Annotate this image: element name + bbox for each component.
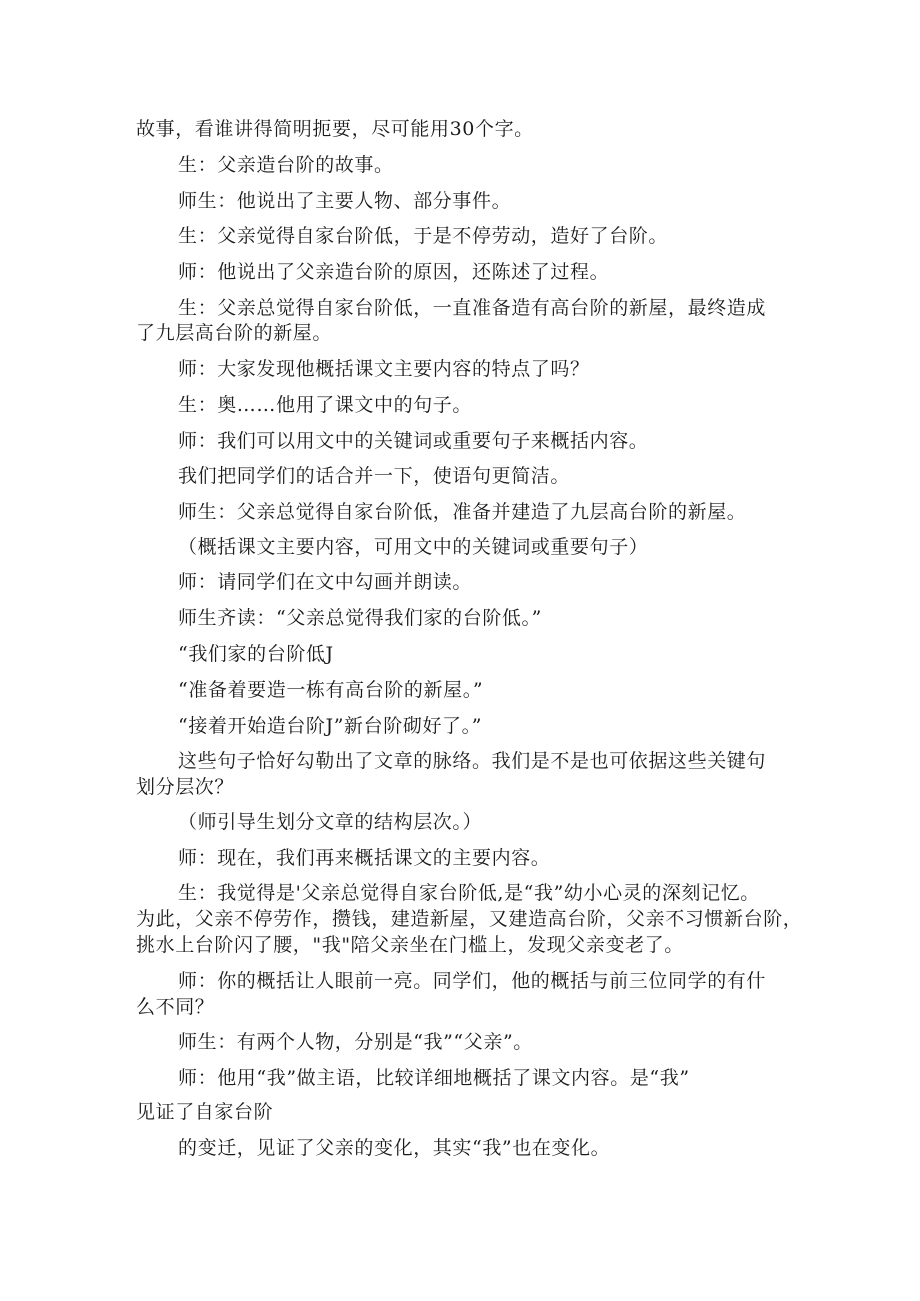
text-line: 见证了自家台阶	[136, 1101, 274, 1123]
text-line: 师：请同学们在文中勾画并朗读。	[178, 571, 473, 593]
text-line: “我们家的台阶低J	[178, 643, 334, 665]
text-line: 师：现在，我们再来概括课文的主要内容。	[178, 847, 551, 869]
text-line: （概括课文主要内容，可用文中的关键词或重要句子）	[178, 536, 649, 558]
text-line: 师：他用“我”做主语，比较详细地概括了课文内容。是“我”	[178, 1067, 690, 1089]
text-line: 我们把同学们的话合并一下，使语句更简洁。	[178, 465, 571, 487]
text-line: 师生：父亲总觉得自家台阶低，准备并建造了九层高台阶的新屋。	[178, 501, 747, 523]
text-line: 师：大家发现他概括课文主要内容的特点了吗？	[178, 358, 590, 380]
text-line: 师：他说出了父亲造台阶的原因，还陈述了过程。	[178, 261, 610, 283]
text-line: “准备着要造一栋有高台阶的新屋。”	[178, 679, 484, 701]
text-line: 的变迁，见证了父亲的变化，其实“我”也在变化。	[178, 1137, 611, 1159]
text-line: 生：我觉得是'父亲总觉得自家台阶低,是“我”幼小心灵的深刻记忆。	[178, 882, 760, 904]
text-line: 师生：有两个人物，分别是“我”“父亲”。	[178, 1031, 533, 1053]
text-line: 划分层次？	[136, 776, 235, 798]
text-line: 了九层高台阶的新屋。	[136, 322, 333, 344]
text-line: 生：奥……他用了课文中的句子。	[178, 394, 473, 416]
text-line: 故事，看谁讲得简明扼要，尽可能用30个字。	[136, 118, 534, 140]
text-line: 这些句子恰好勾勒出了文章的脉络。我们是不是也可依据这些关键句	[178, 750, 767, 772]
text-line: 么不同？	[136, 996, 215, 1018]
text-line: “接着开始造台阶J”新台阶砌好了。”	[178, 715, 483, 737]
text-line: 师：你的概括让人眼前一亮。同学们，他的概括与前三位同学的有什	[178, 970, 767, 992]
text-line: 生：父亲总觉得自家台阶低，一直准备造有高台阶的新屋，最终造成	[178, 297, 767, 319]
text-line: 挑水上台阶闪了腰，"我"陪父亲坐在门槛上，发现父亲变老了。	[136, 934, 684, 956]
text-line: 生：父亲觉得自家台阶低，于是不停劳动，造好了台阶。	[178, 225, 669, 247]
text-line: 生：父亲造台阶的故事。	[178, 154, 394, 176]
text-line: 师生齐读：“父亲总觉得我们家的台阶低。”	[178, 607, 542, 629]
text-line: （师引导生划分文章的结构层次。）	[178, 811, 483, 833]
text-line: 师：我们可以用文中的关键词或重要句子来概括内容。	[178, 430, 649, 452]
text-line: 为此，父亲不停劳作，攒钱，建造新屋，又建造高台阶，父亲不习惯新台阶，	[136, 908, 803, 930]
text-line: 师生：他说出了主要人物、部分事件。	[178, 190, 512, 212]
